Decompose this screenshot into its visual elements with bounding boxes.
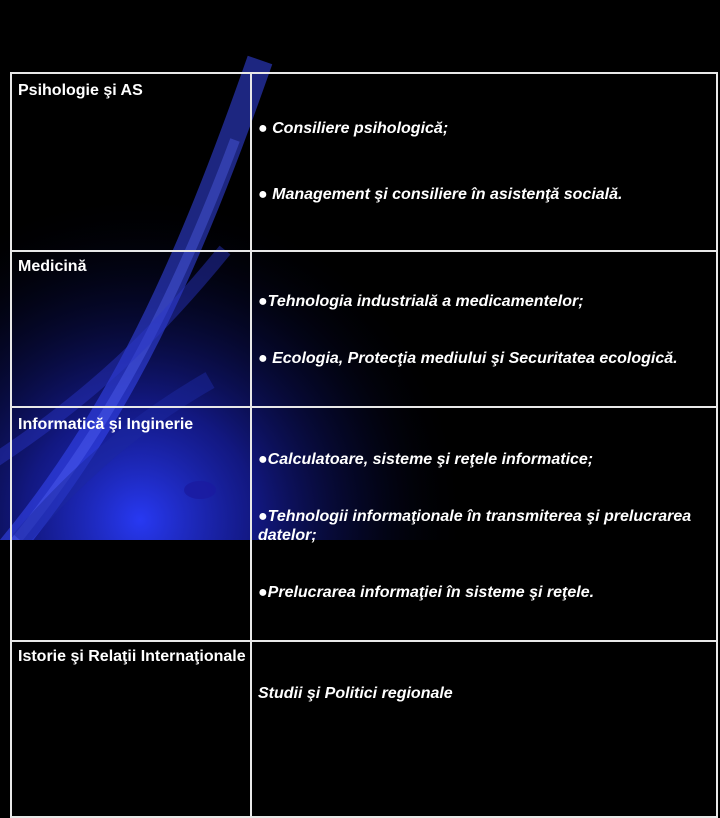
- programs-cell: [251, 73, 717, 251]
- domain-cell: [11, 641, 251, 817]
- programs-cell: [251, 251, 717, 407]
- program-item: ●Tehnologii informaţionale în transmiterea şi prelucrarea datelor;: [258, 508, 696, 544]
- program-item: ● Ecologia, Protecţia mediului şi Securitatea ecologică.: [258, 350, 678, 367]
- programs-list: [252, 642, 716, 741]
- domain-name: Medicină: [18, 258, 87, 275]
- programs-list: [252, 408, 716, 640]
- program-item: ● Consiliere psihologică;: [258, 120, 449, 137]
- domain-cell: [11, 407, 251, 641]
- program-item: ●Calculatoare, sisteme şi reţele informatice;: [258, 451, 594, 468]
- table-row: [11, 641, 717, 817]
- domain-name: Informatică şi Inginerie: [18, 416, 194, 433]
- programs-cell: [251, 407, 717, 641]
- program-item: ●Tehnologia industrială a medicamentelor;: [258, 293, 584, 310]
- domain-name: Psihologie şi AS: [18, 82, 143, 99]
- programs-list: [252, 74, 716, 250]
- table-row: [11, 407, 717, 641]
- domain-cell: [11, 73, 251, 251]
- programs-cell: [251, 641, 717, 817]
- domain-cell: [11, 251, 251, 407]
- programs-list: [252, 252, 716, 406]
- program-item: ●Prelucrarea informaţiei în sisteme şi reţele.: [258, 584, 595, 601]
- table-row: [11, 251, 717, 407]
- table-row: [11, 73, 717, 251]
- program-item: Studii şi Politici regionale: [258, 685, 453, 702]
- specializations-table: [10, 72, 718, 818]
- program-item: ● Management şi consiliere în asistenţă socială.: [258, 186, 623, 203]
- domain-name: Istorie şi Relaţii Internaţionale: [18, 648, 246, 665]
